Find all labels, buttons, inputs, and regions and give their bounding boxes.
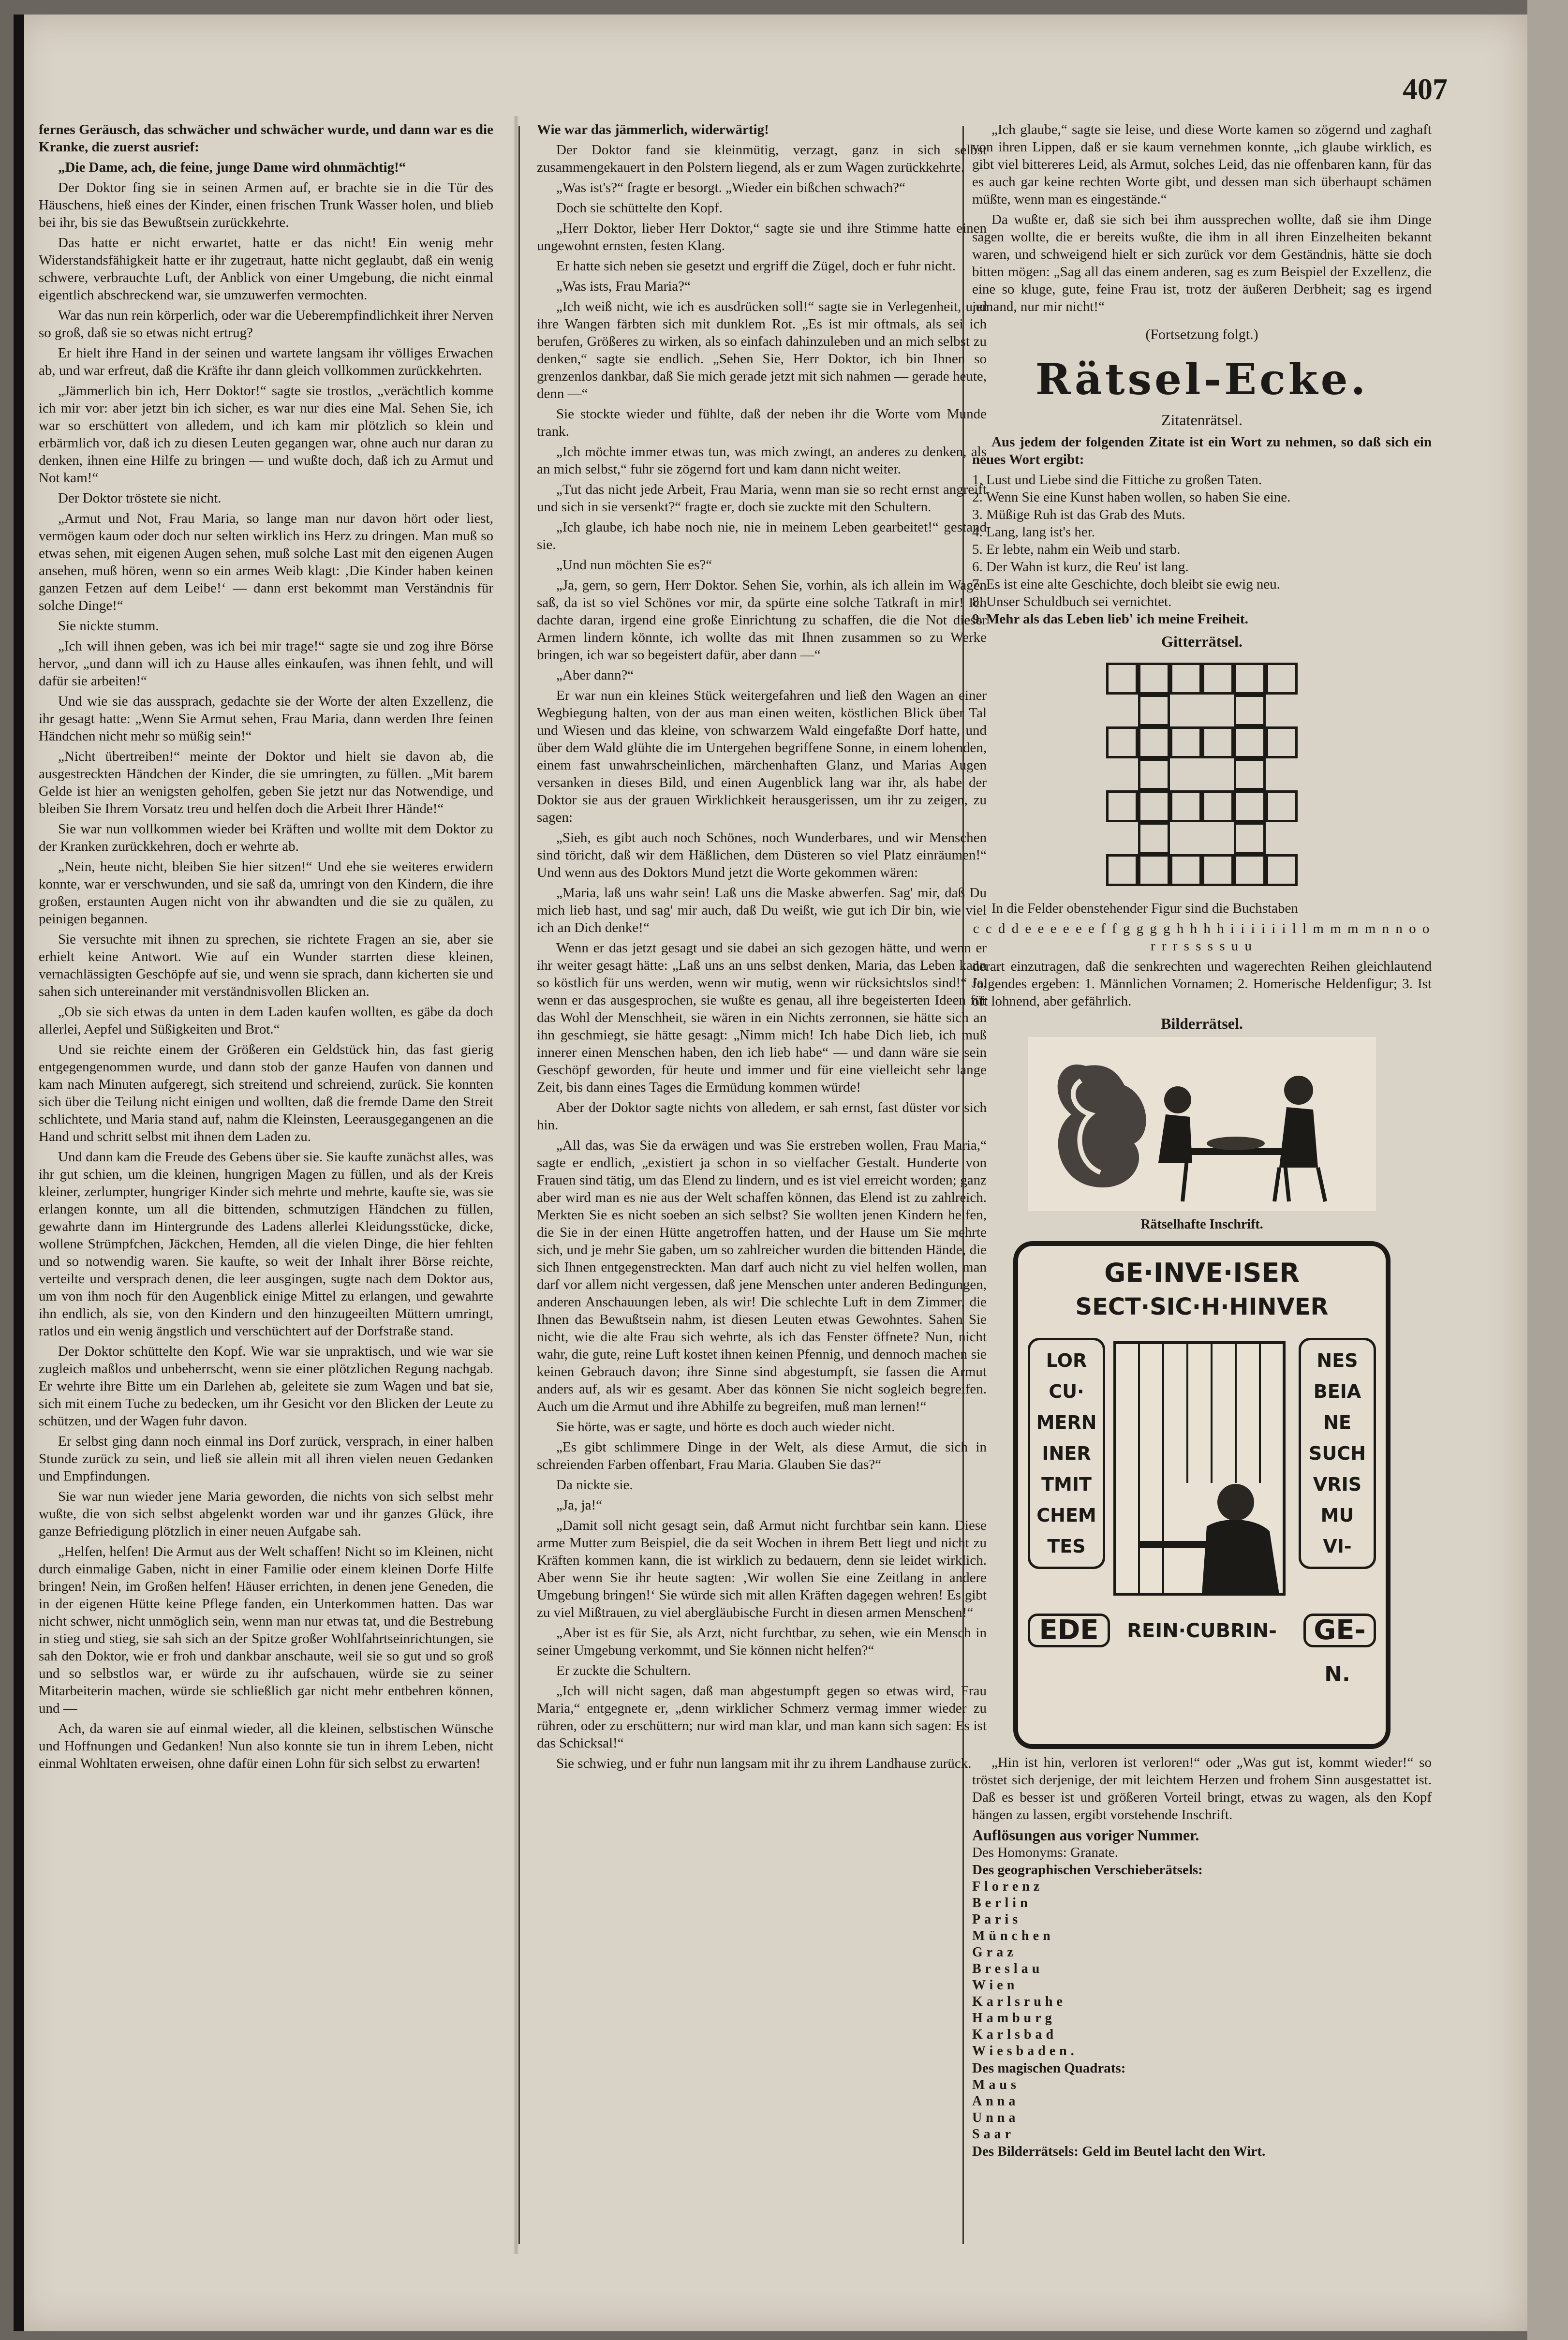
magic-word: Maus (972, 2077, 1020, 2092)
grid-letters-intro: In die Felder obenstehender Figur sind die Buchstaben (991, 901, 1298, 916)
quote-item: 1. Lust und Liebe sind die Fittiche zu großen Taten. (972, 472, 1262, 488)
paragraph: „Und nun möchten Sie es?“ (556, 557, 712, 573)
paragraph: Der Doktor fand sie kleinmütig, verzagt, ganz in sich selbst zusammengekauert in den Polstern liegend, als er zum Wagen zurückkehrte. (537, 142, 987, 175)
grid-cell (1202, 854, 1234, 886)
grid-cell (1106, 726, 1138, 758)
quote-item: 9. Mehr als das Leben lieb' ich meine Freiheit. (972, 611, 1248, 627)
paragraph: Der Doktor fing sie in seinen Armen auf, er brachte sie in die Tür des Häuschens, hieß eines der Kinder, einen frischen Trunk Wasser holen, und blieb bei ihr, bis sie das Bewußtsein zurückkehrte. (39, 180, 493, 230)
grid-cell (1106, 663, 1138, 695)
city: Paris (972, 1912, 1022, 1927)
grid-cell (1138, 663, 1170, 695)
paragraph: „Ja, ja!“ (556, 1497, 602, 1513)
column-3 (972, 121, 1432, 2249)
inscription-word: TMIT (1041, 1474, 1092, 1495)
grid-cell (1202, 726, 1234, 758)
grid-puzzle-title: Gitterrätsel. (1161, 633, 1243, 650)
grid-puzzle-figure (1091, 658, 1313, 890)
quote-item: 2. Wenn Sie eine Kunst haben wollen, so haben Sie eine. (972, 489, 1291, 505)
inscription-word: LOR (1046, 1350, 1087, 1371)
magic-word: Unna (972, 2110, 1020, 2125)
quote-puzzle-title: Zitatenrätsel. (1161, 411, 1243, 429)
solution-line: Des Bilderrätsels: Geld im Beutel lacht den Wirt. (972, 2144, 1266, 2159)
paragraph: Der Doktor schüttelte den Kopf. Wie war sie unpraktisch, und wie war sie zugleich maßlos und unbeherrscht, wenn sie einer plötzlichen Regung nachgab. Er wehrte ihre Bitte um ein Darlehen ab, geleitete sie zum Wagen und bat sie, sich mit einem Tuche zu bedecken, um ihr Gesicht vor den Blicken der Leute zu schützen, und der Wagen fuhr davon. (39, 1344, 493, 1429)
grid-cell (1234, 822, 1266, 854)
binding-edge (14, 15, 24, 2331)
inscription-line: REIN·CUBRIN- (1127, 1620, 1277, 1642)
quote-item: 3. Müßige Ruh ist das Grab des Muts. (972, 507, 1185, 522)
quote-item: 8. Unser Schuldbuch sei vernichtet. (972, 594, 1172, 609)
rebus-drawing (1028, 1037, 1376, 1211)
grid-cell (1266, 663, 1298, 695)
paragraph: Er hielt ihre Hand in der seinen und wartete langsam ihr völliges Erwachen ab, und war erfreut, daß die Kräfte ihr dann gleich vollkommen zurückkehrten. (39, 345, 493, 378)
quote-list (972, 471, 1432, 628)
city: Karlsbad (972, 2027, 1058, 2042)
grid-cell (1170, 790, 1202, 822)
grid-cell (1234, 726, 1266, 758)
inscription-explanation: „Hin ist hin, verloren ist verloren!“ oder „Was gut ist, kommt wieder!“ so tröstet sich derjenige, der mit leichtem Herzen und frohem Sinn ausgestattet ist. Daß es besser ist und größeren Vorteil bringt, etwas zu wagen, als den Kopf hängen zu lassen, ergibt vorstehende Inschrift. (972, 1755, 1432, 1822)
paragraph: „Ich glaube, ich habe noch nie, nie in meinem Leben gearbeitet!“ gestand sie. (537, 519, 987, 552)
grid-cell (1266, 854, 1298, 886)
paragraph: Und sie reichte einem der Größeren ein Geldstück hin, das fast gierig entgegengenommen wurde, und dann stob der ganze Haufen von dannen und kam nach Minuten aufgeregt, sich streitend und schreiend, zurück. Sie konnten sich über die Teilung nicht einigen und wollten, daß die fremde Dame den Streit schlichtete, und Maria stand auf, nahm die Kleinsten, Leerausgegangenen an die Hand und schritt selbst mit ihnen dem Laden zu. (39, 1042, 493, 1144)
inscription-word: TES (1047, 1536, 1086, 1557)
paragraph: Und wie sie das aussprach, gedachte sie der Worte der alten Exzellenz, die ihr gesagt hatte: „Wenn Sie Armut sehen, Frau Maria, dann werden Ihre feinen Händchen nicht mehr so müßig sein!“ (39, 694, 493, 744)
paragraph: Er war nun ein kleines Stück weitergefahren und ließ den Wagen an einer Wegbiegung halten, von der aus man einen weiten, köstlichen Blick über Tal und Wiesen und das kleine, von schwarzem Wald eingefaßte Dorf hatte, und über dem Wald glühte die im Untergehen begriffene Sonne, in einem lohenden, einem fast unwahrscheinlichen, märchenhaften Glanz, und Marias Augen versanken in dieses Bild, und einen Augenblick lang war ihr, als habe der Doktor sie aus der grauen Wirklichkeit herausgerissen, um ihr zu zeigen, zu sagen: (537, 688, 987, 825)
city: München (972, 1928, 1054, 1943)
picture-puzzle-title: Bilderrätsel. (1161, 1015, 1243, 1032)
paragraph: fernes Geräusch, das schwächer und schwächer wurde, und dann war es die Kranke, die zuerst ausrief: (39, 122, 493, 155)
grid-cell (1138, 790, 1170, 822)
paragraph: Da wußte er, daß sie sich bei ihm aussprechen wollte, daß sie ihm Dinge sagen wollte, die er bereits wußte, die ihm in all ihren Einzelheiten bekannt waren, und schweigend hielt er sich zurück vor dem Geständnis, hätte sie doch bitten mögen: „Sag all das einem anderen, sag es zum Beispiel der Exzellenz, die eine so kluge, gute, feine Frau ist, trotz der äußeren Derbheit; sag es irgend jemand, nur mir nicht!“ (972, 212, 1432, 314)
quote-item: 7. Es ist eine alte Geschichte, doch bleibt sie ewig neu. (972, 577, 1281, 592)
inscription-word: SUCH (1309, 1443, 1366, 1464)
paragraph: Da nickte sie. (556, 1477, 633, 1493)
paragraph: Wenn er das jetzt gesagt und sie dabei an sich gezogen hätte, und wenn er ihr weiter gesagt hätte: „Laß uns an uns selbst denken, Maria, das Leben kann so köstlich für uns werden, wenn wir mutig, wenn wir rücksichtslos sind!“ Ja, wenn er das ausgesprochen, sie wußte es genau, all ihre begeisterten Ideen für das Wohl der Menschheit, sie wären in ein Nichts zerronnen, sie hätte sich an ihn geschmiegt, sie hätte gesagt: „Nimm mich! Ich habe Dich lieb, ich muß innerer einen Menschen haben, den ich lieb habe“ — und dann wäre sie sein Geschöpf geworden, für heute und immer und für eine vielleicht sehr lange Zeit, bis dann eines Tages die Ermüdung kommen würde! (537, 940, 987, 1095)
grid-instructions: derart einzutragen, daß die senkrechten und wagerechten Reihen gleichlautend folgendes ergeben: 1. Männlichen Vornamen; 2. Homerische Heldenfigur; 3. Ist oft lohnend, aber gefährlich. (972, 959, 1432, 1009)
grid-cell (1138, 695, 1170, 726)
grid-cell (1106, 790, 1138, 822)
city: Wiesbaden. (972, 2044, 1078, 2059)
window-scene-drawing (1110, 1338, 1289, 1599)
city: Wien (972, 1978, 1019, 1993)
quote-item: 6. Der Wahn ist kurz, die Reu' ist lang. (972, 559, 1189, 575)
paragraph: „Ich möchte immer etwas tun, was mich zwingt, an anderes zu denken, als an mich selbst,“ fuhr sie zögernd fort und kam dann nicht weiter. (537, 444, 987, 477)
grid-cell (1234, 790, 1266, 822)
scan-margin (1527, 0, 1568, 2340)
inscription-word: NE (1323, 1412, 1351, 1433)
picture-puzzle-caption: Rätselhafte Inschrift. (1140, 1217, 1263, 1232)
inscription-word: MU (1320, 1505, 1354, 1526)
paragraph: „Sieh, es gibt auch noch Schönes, noch Wunderbares, und wir Menschen sind töricht, daß wir dem Häßlichen, dem Düsteren so viel Platz einräumen!“ Und wenn aus des Doktors Mund jetzt die Worte gekommen wären: (537, 830, 987, 880)
inscription-word: CHEM (1036, 1505, 1096, 1526)
grid-cell (1202, 790, 1234, 822)
inscription-puzzle (1013, 1241, 1390, 1749)
paragraph: Das hatte er nicht erwartet, hatte er das nicht! Ein wenig mehr Widerstandsfähigkeit hatte er ihr zugetraut, hatte nicht geglaubt, daß ein wenig schwere, verbrauchte Luft, der Anblick von einer Umgebung, die nicht einmal eigentlich abschreckend war, sie umzuwerfen vermochten. (39, 235, 493, 303)
magic-word: Anna (972, 2094, 1020, 2109)
paragraph: „Aber dann?“ (556, 667, 634, 683)
puzzle-corner-title: Rätsel-Ecke. (1035, 354, 1369, 404)
grid-cell (1170, 726, 1202, 758)
paragraph: „Ich will ihnen geben, was ich bei mir trage!“ sagte sie und zog ihre Börse hervor, „und dann will ich zu Hause alles einkaufen, was ihnen fehlt, und will dafür sie arbeiten!“ (39, 638, 493, 689)
paragraph: „Jämmerlich bin ich, Herr Doktor!“ sagte sie trostlos, „verächtlich komme ich mir vor: aber jetzt bin ich sicher, es war nur dies eine Mal. Sehen Sie, ich war so erschüttert von alledem, und ich kam mir plötzlich so klein und erbärmlich vor, daß ich zu diesen Leuten gegangen war, ohne auch nur daran zu denken, ihnen eine Hilfe zu bringen — und wußte doch, daß ich zu Armut und Not kam!“ (39, 383, 493, 486)
solutions (972, 1826, 1432, 2160)
city: Florenz (972, 1879, 1044, 1894)
grid-cell (1138, 758, 1170, 790)
quote-item: 5. Er lebte, nahm ein Weib und starb. (972, 542, 1181, 557)
paragraph: „Herr Doktor, lieber Herr Doktor,“ sagte sie und ihre Stimme hatte einen ungewohnt ernsten, festen Klang. (537, 221, 987, 253)
paragraph: „Die Dame, ach, die feine, junge Dame wird ohnmächtig!“ (58, 160, 406, 175)
grid-cell (1170, 854, 1202, 886)
inscription-line: N. (1324, 1662, 1350, 1687)
grid-letters: c c d d e e e e e e f f g g g g h h h h i i i i i i l l m m m m n n o o r r r s s s s u u (973, 921, 1431, 954)
grid-cell (1234, 758, 1266, 790)
paragraph: Wie war das jämmerlich, widerwärtig! (537, 122, 769, 137)
continued-note: (Fortsetzung folgt.) (1145, 326, 1258, 342)
paragraph: „Ich weiß nicht, wie ich es ausdrücken soll!“ sagte sie in Verlegenheit, und ihre Wangen färbten sich mit dunklem Rot. „Es ist mir oftmals, als sei ich berufen, Größeres zu wirken, als so einfach dahinzuleben und an mich selbst zu denken,“ sagte sie endlich. „Sehen Sie, Herr Doktor, ich bin Ihnen so grenzenlos dankbar, daß Sie mich gerade jetzt mit sich nahmen — gerade heute, denn —“ (537, 299, 987, 401)
grid-cell (1266, 790, 1298, 822)
paragraph: Ach, da waren sie auf einmal wieder, all die kleinen, selbstischen Wünsche und Hoffnungen und Gedanken! Nun also konnte sie tun in ihrem Leben, nicht einmal Wohltaten erweisen, ohne dafür einen Lohn für sich selbst zu erwarten! (39, 1721, 493, 1771)
paragraph: „Es gibt schlimmere Dinge in der Welt, als diese Armut, die sich in schreienden Farben offenbart, Frau Maria. Glauben Sie das?“ (537, 1439, 987, 1472)
paragraph: „Tut das nicht jede Arbeit, Frau Maria, wenn man sie so recht ernst angreift und sich in sie versenkt?“ fragte er, doch sie zuckte mit den Schultern. (537, 482, 987, 515)
magic-word: Saar (972, 2127, 1015, 2142)
grid-cell (1138, 854, 1170, 886)
solution-line: Des geographischen Verschieberätsels: (972, 1862, 1203, 1878)
grid-cell (1202, 663, 1234, 695)
paragraph: War das nun rein körperlich, oder war die Ueberempfindlichkeit ihrer Nerven so groß, daß sie so etwas nicht ertrug? (39, 308, 493, 341)
city: Karlsruhe (972, 1994, 1066, 2009)
paragraph: „Was ist's?“ fragte er besorgt. „Wieder ein bißchen schwach?“ (556, 180, 905, 195)
grid-cell (1234, 695, 1266, 726)
paragraph: „All das, was Sie da erwägen und was Sie erstreben wollen, Frau Maria,“ sagte er endlich, „existiert ja schon in so vielfacher Gestalt. Hunderte von Frauen sind tätig, um das Elend zu lindern, und es ist viel erreicht worden; ganz aber wird man es nie aus der Welt schaffen können, das Elend ist zu zahlreich. Merkten Sie es nicht soeben an sich selbst? Sie wollten jenen Kindern helfen, die Sie in der einen Hütte angetroffen hatten, und der Hause um Sie mehrte sich, und je mehr Sie gaben, um so zahlreicher wurden die bittenden Hände, die sich Ihnen entgegenstreckten. Man darf auch nicht zu viel helfen wollen, man darf vor allem nicht vergessen, daß jene Menschen unter anderen Bedingungen, anderen Anschauungen leben, als wir! Die schlechte Luft in dem Zimmer, die Ihnen das Bewußtsein nahm, ist diesen Leuten etwas Gewohntes. Sahen Sie nicht, wie die alte Frau sich wehrte, als ich das Fenster öffnete? Nun, nicht wahr, die gute, reine Luft kostet ihnen keinen Pfennig, und dennoch machen sie keinen Gebrauch davon; ihre Sinne sind abgestumpft, sie fassen die Armut anders auf, als wir es gesamt. Aber das können Sie nicht sogleich begreifen. Auch um die Armut und ihre Abhilfe zu begreifen, muß man lernen!“ (537, 1138, 987, 1414)
paragraph: Sie nickte stumm. (58, 618, 159, 634)
column-1 (39, 121, 493, 2249)
paragraph: „Nicht übertreiben!“ meinte der Doktor und hielt sie davon ab, die ausgestreckten Händchen der Kinder, die sie umringten, zu füllen. „Mit barem Gelde ist hier an wenigsten geholfen, geben Sie jetzt nur das Notwendige, und bleiben Sie Ihrem Vorsatz treu und helfen doch die Arbeit Ihrer Hände!“ (39, 749, 493, 816)
inscription-line: SECT·SIC·H·HINVER (1075, 1293, 1329, 1320)
inscription-word: NES (1317, 1350, 1358, 1371)
paragraph: Sie hörte, was er sagte, und hörte es doch auch wieder nicht. (556, 1419, 895, 1435)
fold-shadow (514, 116, 518, 2254)
grid-cell (1138, 822, 1170, 854)
paragraph: „Armut und Not, Frau Maria, so lange man nur davon hört oder liest, vermögen kaum oder doch nur selten wirklich ins Herz zu dringen. Man muß so etwas sehen, mit eigenen Augen sehen, muß solche Last mit den eigenen Augen ansehen, muß hören, wenn so ein armes Weib klagt: ‚Die Kinder haben keinen ganzen Fetzen auf dem Leibe!‘ — dann erst bekommt man Verständnis für solche Dinge!“ (39, 511, 493, 613)
paragraph: Der Doktor tröstete sie nicht. (58, 490, 222, 506)
grid-cell (1234, 854, 1266, 886)
solutions-title: Auflösungen aus voriger Nummer. (972, 1826, 1199, 1844)
inscription-word: VRIS (1313, 1474, 1362, 1495)
paragraph: „Ja, gern, so gern, Herr Doktor. Sehen Sie, vorhin, als ich allein im Wagen saß, da ist so viel Schönes vor mir, da spürte eine solche Tatkraft in mir! Ich dachte daran, irgend eine große Einrichtung zu schaffen, die die Not dieser Armen lindern könnte, ich wollte das mit Ihnen zusammen so zu Werke bringen, ich war so begeistert dafür, aber dann —“ (537, 578, 987, 663)
paragraph: „Aber ist es für Sie, als Arzt, nicht furchtbar, zu sehen, wie ein Mensch in seiner Umgebung verkommt, und Sie können nicht helfen?“ (537, 1625, 987, 1658)
paragraph: Und dann kam die Freude des Gebens über sie. Sie kaufte zunächst alles, was ihr gut schien, um die kleinen, hungrigen Magen zu füllen, und als der Kreis kleiner, zerlumpter, hungriger Kinder sich mehrte und mehrte, kaufte sie, was sie erlangen konnte, um all die bittenden, schmutzigen Händchen zu füllen, gewahrte dann im Hintergrunde des Ladens allerlei Kleidungsstücke, dicke, wollene Strümpfchen, Jäckchen, Hemden, all die vielen Dinge, die hier fehlten und so notwendig waren. Sie kaufte, so weit der Inhalt ihrer Börse reichte, verteilte und versprach denen, die leer ausgingen, sugte nach dem Doktor aus, um von ihm noch für den Augenblick einige Mittel zu erlangen, und gewahrte ihn endlich, als sie, von den Kindern und den hinzugeeilten Müttern umringt, ratlos und ein wenig ängstlich und verschüchtert auf der Dorfstraße stand. (39, 1149, 493, 1339)
paragraph: Er zuckte die Schultern. (556, 1663, 691, 1678)
grid-cell (1138, 726, 1170, 758)
paragraph: „Damit soll nicht gesagt sein, daß Armut nicht furchtbar sein kann. Diese arme Mutter zum Beispiel, die da seit Wochen in ihrem Bett liegt und nicht zu Kräften kommen kann, die ist wirklich zu bedauern, denn sie leidet wirklich. Aber wenn Sie ihr heute sagten: ‚Wir wollen Sie eine Zeitlang in andere Umgebung bringen!‘ Sie würde sich mit allen Kräften dagegen wehren! Es gibt zu viel Mißtrauen, zu viel abergläubische Furcht in diesen armen Menschen!“ (537, 1518, 987, 1620)
solution-line: Des Homonyms: Granate. (972, 1845, 1119, 1860)
column-2 (537, 121, 987, 2249)
city: Berlin (972, 1896, 1032, 1911)
paragraph: „Ob sie sich etwas da unten in dem Laden kaufen wollten, es gäbe da doch allerlei, Aepfel und Süßigkeiten und Brot.“ (39, 1004, 493, 1037)
inscription-line: EDE (1028, 1614, 1110, 1647)
grid-cell (1170, 663, 1202, 695)
paragraph: Sie war nun vollkommen wieder bei Kräften und wollte mit dem Doktor zu der Kranken zurückkehren, doch er wehrte ab. (39, 821, 493, 854)
inscription-word: VI- (1323, 1536, 1352, 1557)
paragraph: Aber der Doktor sagte nichts von alledem, er sah ernst, fast düster vor sich hin. (537, 1100, 987, 1133)
paragraph: Sie schwieg, und er fuhr nun langsam mit ihr zu ihrem Landhause zurück. (556, 1756, 972, 1771)
picture-puzzle-illustration (1028, 1037, 1376, 1211)
paragraph: „Ich glaube,“ sagte sie leise, und diese Worte kamen so zögernd und zaghaft von ihren Lippen, daß er sie kaum vernehmen konnte, „ich glaube wirklich, es gibt viel bittereres Leid, als Armut, solches Leid, das nie offenbaren kann, für das es auch gar keine rechten Worte gibt, und dessen man sich überhaupt schämen müßte, wenn man es eingestände.“ (972, 122, 1432, 207)
inscription-left-panel (1028, 1338, 1105, 1569)
paragraph: Er selbst ging dann noch einmal ins Dorf zurück, versprach, in einer halben Stunde zurück zu sein, und ließ sie allein mit all ihren vielen neuen Gedanken und Empfindungen. (39, 1434, 493, 1484)
inscription-line: GE- (1303, 1614, 1376, 1647)
inscription-word: INER (1042, 1443, 1091, 1464)
paragraph: „Maria, laß uns wahr sein! Laß uns die Maske abwerfen. Sag' mir, daß Du mich lieb hast, und sag' mir auch, daß Du weißt, wie gut ich Dir bin, wie viel ich an Dich denke!“ (537, 885, 987, 935)
quote-puzzle-intro: Aus jedem der folgenden Zitate ist ein Wort zu nehmen, so daß sich ein neues Wort ergibt: (972, 434, 1432, 467)
page-number: 407 (1403, 73, 1448, 106)
paragraph: „Was ists, Frau Maria?“ (556, 279, 691, 294)
inscription-line: GE·INVE·ISER (1104, 1258, 1300, 1288)
solution-line: Des magischen Quadrats: (972, 2060, 1126, 2076)
quote-item: 4. Lang, lang ist's her. (972, 524, 1095, 540)
paragraph: „Nein, heute nicht, bleiben Sie hier sitzen!“ Und ehe sie weiteres erwidern konnte, war er verschwunden, und sie saß da, umringt von den Kindern, die ihre großen, erstaunten Augen nicht von ihr abwandten und die sie zu quälen, zu peinigen begannen. (39, 859, 493, 927)
grid-cell (1266, 726, 1298, 758)
inscription-word: CU· (1049, 1381, 1084, 1402)
inscription-right-panel (1299, 1338, 1376, 1569)
paragraph: Er hatte sich neben sie gesetzt und ergriff die Zügel, doch er fuhr nicht. (556, 258, 956, 274)
paragraph: Doch sie schüttelte den Kopf. (556, 200, 723, 216)
paragraph: „Ich will nicht sagen, daß man abgestumpft gegen so etwas wird, Frau Maria,“ entgegnete er, „denn wirklicher Schmerz vermag immer wieder zu rühren, oder zu erschüttern; nur wird man klar, und man kann sich sagen: Es ist das Schicksal!“ (537, 1683, 987, 1751)
paragraph: „Helfen, helfen! Die Armut aus der Welt schaffen! Nicht so im Kleinen, nicht durch einmalige Gaben, nicht in einer Familie oder einem kleinen Dorfe Hilfe bringen! Nein, im Großen helfen! Häuser errichten, in denen jene Geneden, die in der eigenen Hütte keine Pflege fanden, ein Unterkommen hatten. Das war nicht schwer, nicht unmöglich sein, wenn man nur etwas tat, und die Bestrebung in stieg und stieg, sie sah sich an der Spitze großer Wohlfahrtseinrichtungen, sie sah den Doktor, wie er froh und dankbar anschaute, weil sie so gut und so groß und so selbstlos war, er würde zu ihr aufschauen, würde sie zu seiner Mitarbeiterin machen, würde sie schließlich gar nicht mehr entbehren können, und — (39, 1544, 493, 1716)
paragraph: Sie stockte wieder und fühlte, daß der neben ihr die Worte vom Munde trank. (537, 406, 987, 439)
grid-cell (1106, 854, 1138, 886)
column-rule (518, 126, 520, 2244)
inscription-word: BEIA (1313, 1381, 1361, 1402)
paragraph: Sie versuchte mit ihnen zu sprechen, sie richtete Fragen an sie, aber sie erhielt keine Antwort. Wie auf ein Wunder starrten diese kleinen, vernachlässigten Geschöpfe auf sie, und wenn sie sprach, dann kicherten sie und sahen sich untereinander mit verständnisvollen Blicken an. (39, 932, 493, 999)
inscription-word: MERN (1036, 1412, 1097, 1433)
city: Hamburg (972, 2011, 1056, 2026)
city: Graz (972, 1945, 1017, 1960)
grid-cell (1234, 663, 1266, 695)
city: Breslau (972, 1961, 1044, 1976)
paragraph: Sie war nun wieder jene Maria geworden, die nichts von sich selbst mehr wußte, die von sich selbst abgelenkt worden war und ihr ganzes Glück, ihre ganze Befriedigung plötzlich in einer neuen Aufgabe sah. (39, 1489, 493, 1539)
